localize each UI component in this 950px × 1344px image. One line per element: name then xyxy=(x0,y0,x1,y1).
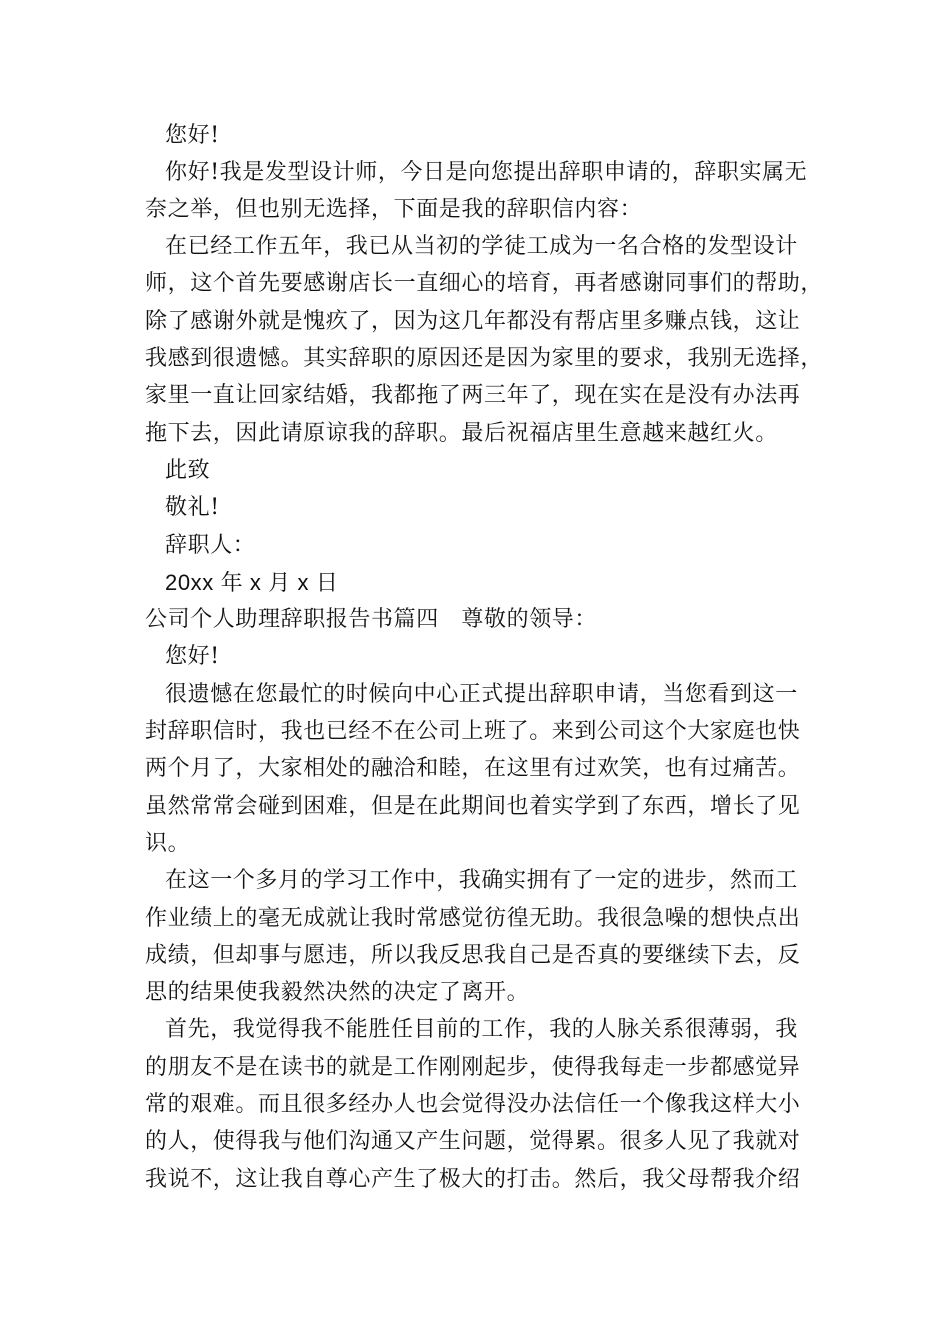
paragraph-line: 封辞职信时，我也已经不在公司上班了。来到公司这个大家庭也快 xyxy=(145,719,801,744)
signature-line: 辞职人： xyxy=(165,533,256,558)
paragraph-line: 思的结果使我毅然决然的决定了离开。 xyxy=(145,980,530,1005)
paragraph-line: 在这一个多月的学习工作中，我确实拥有了一定的进步，然而工 xyxy=(165,868,798,893)
paragraph-line: 在已经工作五年，我已从当初的学徒工成为一名合格的发型设计 xyxy=(165,234,798,259)
paragraph-line: 首先，我觉得我不能胜任目前的工作，我的人脉关系很薄弱，我 xyxy=(165,1017,798,1042)
greeting-line: 您好! xyxy=(165,123,220,148)
closing-line: 敬礼! xyxy=(165,495,220,520)
paragraph-line: 作业绩上的毫无成就让我时常感觉彷徨无助。我很急噪的想快点出 xyxy=(145,906,801,931)
paragraph-line: 你好!我是发型设计师，今日是向您提出辞职申请的，辞职实属无 xyxy=(165,160,808,185)
section-heading: 公司个人助理辞职报告书篇四 尊敬的领导： xyxy=(145,607,598,632)
paragraph-line: 识。 xyxy=(145,831,191,856)
date-line: 20xx 年 x 月 x 日 xyxy=(165,570,339,595)
paragraph-line: 的朋友不是在读书的就是工作刚刚起步，使得我每走一步都感觉异 xyxy=(145,1055,801,1080)
paragraph-line: 师，这个首先要感谢店长一直细心的培育，再者感谢同事们的帮助， xyxy=(145,271,824,296)
closing-line: 此致 xyxy=(165,458,211,483)
paragraph-line: 我说不，这让我自尊心产生了极大的打击。然后，我父母帮我介绍 xyxy=(145,1167,801,1192)
paragraph-line: 虽然常常会碰到困难，但是在此期间也着实学到了东西，增长了见 xyxy=(145,794,801,819)
paragraph-line: 的人，使得我与他们沟通又产生问题，觉得累。很多人见了我就对 xyxy=(145,1129,801,1154)
paragraph-line: 很遗憾在您最忙的时候向中心正式提出辞职申请，当您看到这一 xyxy=(165,682,798,707)
paragraph-line: 常的艰难。而且很多经办人也会觉得没办法信任一个像我这样大小 xyxy=(145,1092,801,1117)
paragraph-line: 奈之举，但也别无选择，下面是我的辞职信内容： xyxy=(145,197,643,222)
paragraph-line: 成绩，但却事与愿违，所以我反思我自己是否真的要继续下去，反 xyxy=(145,943,801,968)
paragraph-line: 除了感谢外就是愧疚了，因为这几年都没有帮店里多赚点钱，这让 xyxy=(145,309,801,334)
greeting-line: 您好! xyxy=(165,644,220,669)
paragraph-line: 家里一直让回家结婚，我都拖了两三年了，现在实在是没有办法再 xyxy=(145,383,801,408)
paragraph-line: 我感到很遗憾。其实辞职的原因还是因为家里的要求，我别无选择， xyxy=(145,346,824,371)
paragraph-line: 拖下去，因此请原谅我的辞职。最后祝福店里生意越来越红火。 xyxy=(145,421,778,446)
paragraph-line: 两个月了，大家相处的融洽和睦，在这里有过欢笑，也有过痛苦。 xyxy=(145,756,801,781)
